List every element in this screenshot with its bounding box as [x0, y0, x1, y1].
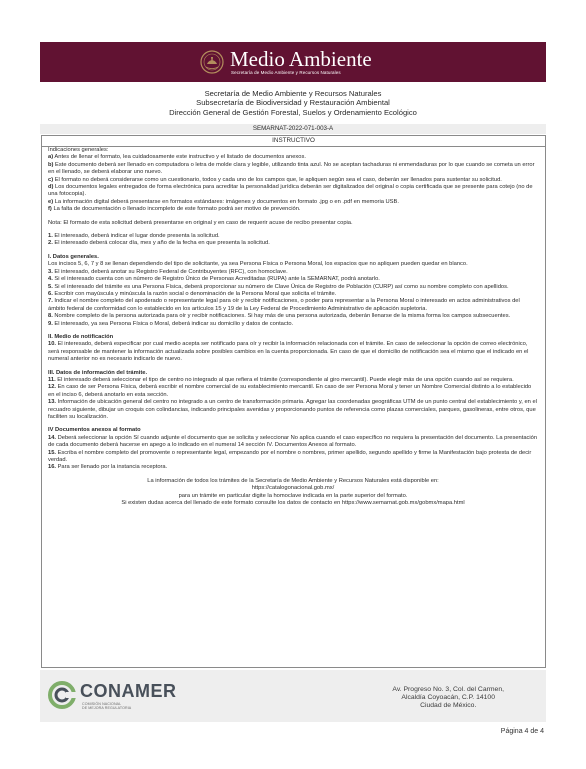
section-item [48, 284, 538, 291]
section-item [48, 298, 538, 313]
address-line: Ciudad de México. [420, 702, 477, 709]
section-items [48, 341, 538, 363]
instructions-title: INSTRUCTIVO [42, 136, 545, 147]
closing-block [48, 478, 538, 508]
section-item-number: 7. [48, 298, 53, 305]
section-item-number: 9. [48, 320, 53, 327]
section-item-text: Deberá seleccionar la opción Sí cuando adjunte el documento que se solicita y seleccionar No aplica cuando el caso específico no requiera la presentación del documento. La presentación de cada documento deberá hacerse en apego a lo indicado en el numeral 14 sección IV. Documentos Anexos al formato. [48, 434, 538, 449]
general-item-text: La información digital deberá presentarse en formatos estándares: imágenes y documentos en formato .jpg o en .pdf en memoria USB. [53, 198, 399, 205]
general-item [48, 177, 538, 184]
general-item [48, 184, 538, 199]
section-title: IV Documentos anexos al formato [48, 427, 141, 434]
brand-title: Medio Ambiente [230, 47, 372, 71]
section-item-text: Si el interesado cuenta con un número de Registro Único de Personas Acreditadas (RUPA) ante la SEMARNAT, podrá anotarlo. [52, 276, 380, 283]
section-item-text: Escriba el nombre completo del promovente o representante legal, empezando por el nombre o nombres, primer apellido, segundo apellido y firme la Manifestación bajo protesta de decir verdad. [48, 449, 532, 464]
agency-headings [40, 89, 546, 117]
section-lead: Los incisos 5, 6, 7 y 8 se llenan dependiendo del tipo de solicitante, ya sea Persona Física o Persona Moral, los espacios que no apliquen pueden quedar en blanco. [48, 261, 468, 268]
section-title: I. Datos generales. [48, 253, 99, 260]
section-item-number: 10. [48, 341, 56, 348]
catalog-link[interactable]: https://catalogonacional.gob.mx/ [251, 485, 335, 492]
intro-item-number: 1. [48, 233, 53, 240]
agency-line: Secretaría de Medio Ambiente y Recursos Naturales [204, 89, 382, 98]
address-line: Alcaldía Coyoacán, C.P. 14100 [401, 694, 495, 701]
general-item [48, 206, 538, 213]
instructions-content [48, 147, 538, 507]
section-item [48, 341, 538, 363]
section-item-number: 4. [48, 276, 53, 283]
section-item-text: El interesado, deberá especificar por cual medio acepta ser notificado para oír y recibir la información relacionada con el trámite. En caso de seleccionar la opción de correo electrónico, será responsable de mantener la información actualizada sobre posibles cambios en la cuenta proporcionada. En caso de que el domicilio de notificación sea el mismo que el indicado en el numeral anterior no es necesario indicarlo de nuevo. [48, 341, 529, 363]
sections [48, 248, 538, 472]
section-items [48, 377, 538, 421]
section-item [48, 321, 538, 328]
address [392, 686, 504, 710]
section-item [48, 269, 538, 276]
section-item-text: Si el interesado del trámite es una Persona Física, deberá proporcionar su número de Clave Única de Registro de Población (CURP) así como su nombre completo con apellidos. [52, 283, 509, 290]
section-item-text: Indicar el nombre completo del apoderado o representante legal para oír y recibir notificaciones, o poder para representar a la Persona Moral o interesado en actos administrativos del ámbito federal de conformidad con lo establecido en los artículos 15 y 19 de la Ley Federal de Procedimiento Administrativo de aplicación supletoria. [48, 298, 520, 312]
section-items [48, 435, 538, 472]
agency-line: Dirección General de Gestión Forestal, Suelos y Ordenamiento Ecológico [169, 107, 417, 117]
section-item [48, 435, 538, 450]
general-title: Indicaciones generales: [48, 147, 109, 153]
general-item [48, 154, 538, 161]
conamer-subtitle [82, 702, 131, 711]
general-item-number: f) [48, 206, 52, 213]
section-item [48, 276, 538, 283]
general-item-text: Este documento deberá ser llenado en computadora o letra de molde clara y legible, utilizando tinta azul. No se aceptan tachaduras ni enmendaduras por lo que cuando se cometa un error en el llenado, se deberá elaborar uno nuevo. [48, 161, 535, 176]
conamer-logo-icon [48, 681, 76, 709]
section-item [48, 291, 538, 298]
section-item-text: El interesado deberá seleccionar el tipo de centro no integrado al que refiera el trámite (correspondiente al giro mercantil). Puede elegir más de una opción cuando así se requiera. [55, 376, 514, 383]
general-item-text: Antes de llenar el formato, lea cuidadosamente este instructivo y el listado de documentos anexos. [53, 154, 306, 161]
section-item-text: El interesado, ya sea Persona Física o Moral, deberá indicar su domicilio y datos de contacto. [52, 320, 294, 327]
section-item-text: El interesado, deberá anotar su Registro Federal de Contribuyentes (RFC), con homoclave. [52, 268, 288, 275]
section-items [48, 269, 538, 328]
section-item [48, 399, 538, 421]
conamer-subtitle-line: DE MEJORA REGULATORIA [82, 706, 132, 711]
agency-line: Subsecretaría de Biodiversidad y Restauración Ambiental [196, 98, 390, 108]
closing-line: Si existen dudas acerca del llenado de este formato consulte los datos de contacto en https://www.semarnat.gob.mx/gobmx/mapa.html [121, 500, 465, 507]
section-item-number: 11. [48, 376, 56, 383]
general-item-text: Los documentos legales entregados de forma electrónica para acreditar la personalidad jurídica deberán ser digitalizados del original o copia certificada que se presente para cotejo (no de una fotocopia). [48, 184, 533, 198]
section-item-number: 16. [48, 464, 56, 471]
intro-item [48, 233, 538, 240]
section-item-text: En caso de ser Persona Física, deberá escribir el nombre comercial de su establecimiento mercantil. En caso de ser Persona Moral y tener un Nombre Comercial distinto a lo establecido en el inciso 6, deberá anotarlo en esta sección. [48, 384, 532, 398]
note: Nota: El formato de esta solicitud deberá presentarse en original y en caso de requerir acuse de recibo presentar copia. [48, 219, 353, 226]
section-item-number: 8. [48, 313, 53, 320]
section-item-number: 14. [48, 434, 56, 441]
section-item-number: 5. [48, 283, 53, 290]
section-item [48, 384, 538, 399]
intro-list [48, 233, 538, 248]
closing-line: La información de todos los trámites de la Secretaría de Medio Ambiente y Recursos Naturales está disponible en: [147, 477, 439, 484]
footer [40, 670, 546, 722]
general-list [48, 154, 538, 213]
section-item-text: Información de ubicación general del centro no integrado a un centro de transformación primaria. Agregar las coordenadas geográficas UTM de un punto central del establecimiento y, en el recuadro siguiente, dibujar un croquis con colindancias, indicando principales avenidas y proporcionando puntos de referencia como plazas comerciales, parques, gasolineras, entre otros, que faciliten su localización. [48, 399, 537, 420]
mexico-coat-of-arms-icon [200, 50, 224, 74]
section-item-text: Para ser llenado por la instancia receptora. [56, 464, 168, 471]
conamer-subtitle-line: COMISIÓN NACIONAL [82, 702, 122, 706]
section-item-text: Escribir con mayúscula y minúscula la razón social o denominación de la Persona Moral que solicita el trámite. [52, 290, 337, 297]
intro-item-number: 2. [48, 240, 53, 247]
section-item [48, 450, 538, 465]
instructions-box [41, 135, 546, 668]
general-item-number: a) [48, 154, 54, 161]
general-item [48, 199, 538, 206]
section-title: III. Datos de información del trámite. [48, 369, 148, 376]
brand-subtitle: Secretaría de Medio Ambiente y Recursos Naturales [231, 70, 341, 75]
address-line: Av. Progreso No. 3, Col. del Carmen, [392, 686, 504, 693]
intro-item-text: El interesado, deberá indicar el lugar donde presenta la solicitud. [52, 233, 220, 240]
section-item-number: 13. [48, 399, 56, 406]
section-item [48, 313, 538, 320]
page-number: Página 4 de 4 [500, 728, 544, 735]
form-code: SEMARNAT-2022-071-003-A [40, 124, 546, 134]
section-item-text: Nombre completo de la persona autorizada para oír y recibir notificaciones. Si hay más de una persona autorizada, deberán llenarse de la misma forma los campos subsecuentes. [52, 313, 511, 320]
section-item [48, 377, 538, 384]
section-item [48, 464, 538, 471]
general-item-text: La falta de documentación o llenado incompleto de este formato podrá ser motivo de prevención. [51, 206, 301, 213]
intro-item-text: El interesado deberá colocar día, mes y año de la fecha en que presenta la solicitud. [52, 240, 270, 247]
section-title: II. Medio de notificación [48, 333, 114, 340]
general-item-text: El formato no deberá considerarse como un cuestionario, todos y cada uno de los campos que, le apliquen según sea el caso, deberán ser llenados para sustentar su solicitud. [53, 176, 502, 183]
header-banner [40, 42, 546, 82]
closing-line: para un trámite en particular digite la homoclave indicada en la parte superior del formato. [178, 492, 408, 499]
conamer-name: CONAMER [80, 681, 177, 701]
section-item-number: 15. [48, 449, 56, 456]
intro-item [48, 240, 538, 247]
section-item-number: 12. [48, 384, 56, 391]
general-item-number: b) [48, 161, 54, 168]
general-item [48, 162, 538, 177]
section-item-number: 6. [48, 290, 53, 297]
general-item-number: c) [48, 176, 54, 183]
section-item-number: 3. [48, 268, 53, 275]
general-item-number: e) [48, 198, 54, 205]
general-item-number: d) [48, 184, 54, 191]
